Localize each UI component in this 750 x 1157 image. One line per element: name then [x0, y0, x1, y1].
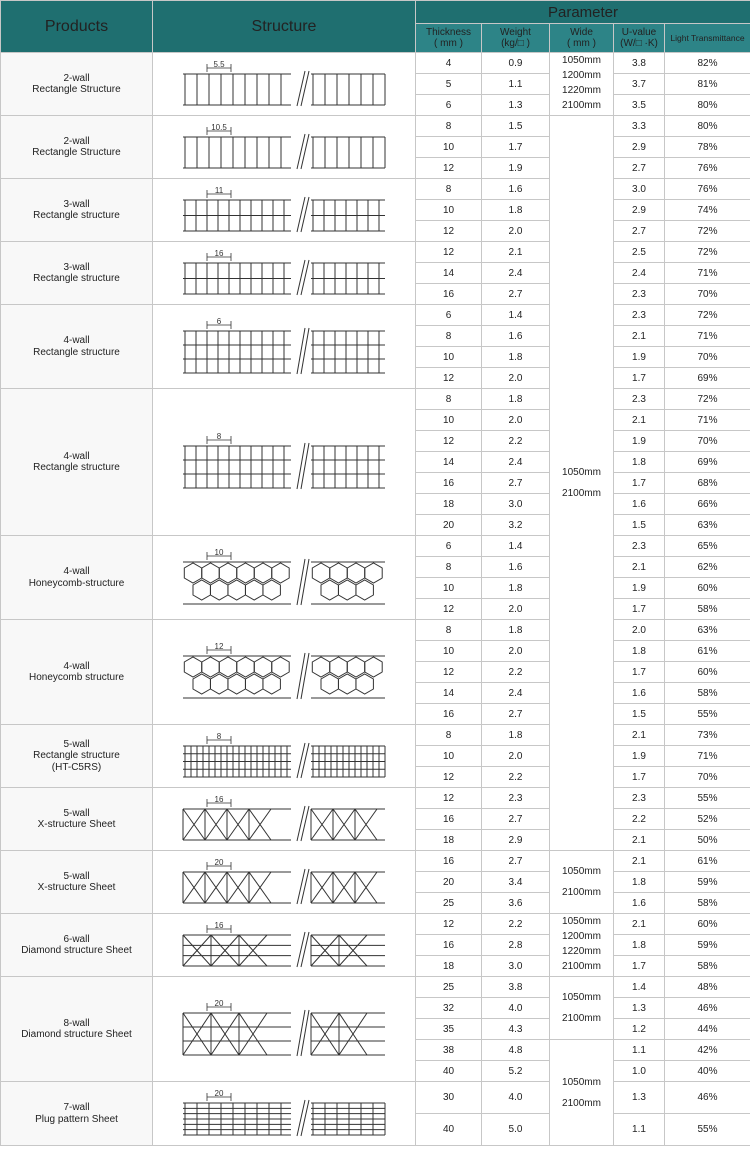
weight-value: 5.0 [482, 1114, 550, 1146]
light-transmittance-value: 71% [665, 746, 750, 767]
light-transmittance-value: 68% [665, 473, 750, 494]
structure-cell [153, 116, 416, 179]
light-transmittance-value: 71% [665, 410, 750, 431]
thickness-value: 38 [416, 1040, 482, 1061]
structure-diagram [179, 317, 389, 377]
light-transmittance-value: 60% [665, 662, 750, 683]
thickness-value: 10 [416, 137, 482, 158]
header-products: Products [1, 1, 153, 53]
weight-value: 0.9 [482, 53, 550, 74]
thickness-value: 20 [416, 872, 482, 893]
weight-value: 1.6 [482, 557, 550, 578]
u-value: 1.8 [614, 452, 665, 473]
product-name: 6-wall Diamond structure Sheet [1, 914, 153, 977]
weight-value: 2.4 [482, 683, 550, 704]
header-structure: Structure [153, 1, 416, 53]
structure-diagram [179, 548, 389, 608]
light-transmittance-value: 59% [665, 935, 750, 956]
thickness-value: 35 [416, 1019, 482, 1040]
table-row [1, 725, 750, 746]
weight-value: 2.2 [482, 767, 550, 788]
product-name: 4-wall Rectangle structure [1, 305, 153, 389]
u-value: 2.1 [614, 326, 665, 347]
u-value: 1.4 [614, 977, 665, 998]
light-transmittance-value: 58% [665, 956, 750, 977]
dimension-label: 20 [214, 999, 224, 1008]
u-value: 1.5 [614, 704, 665, 725]
table-row [1, 53, 750, 74]
thickness-value: 10 [416, 641, 482, 662]
weight-value: 3.0 [482, 494, 550, 515]
light-transmittance-value: 65% [665, 536, 750, 557]
light-transmittance-value: 72% [665, 305, 750, 326]
wide-value: 1050mm 2100mm [550, 116, 614, 851]
structure-cell [153, 1082, 416, 1146]
thickness-value: 8 [416, 620, 482, 641]
table-row [1, 389, 750, 410]
thickness-value: 12 [416, 788, 482, 809]
thickness-value: 12 [416, 221, 482, 242]
thickness-value: 8 [416, 116, 482, 137]
light-transmittance-value: 73% [665, 725, 750, 746]
table-row [1, 788, 750, 809]
weight-value: 2.9 [482, 830, 550, 851]
u-value: 2.3 [614, 389, 665, 410]
weight-value: 2.7 [482, 704, 550, 725]
u-value: 1.6 [614, 494, 665, 515]
thickness-value: 12 [416, 431, 482, 452]
light-transmittance-value: 80% [665, 116, 750, 137]
thickness-value: 16 [416, 704, 482, 725]
u-value: 2.3 [614, 305, 665, 326]
product-name: 5-wall X-structure Sheet [1, 851, 153, 914]
thickness-value: 14 [416, 683, 482, 704]
thickness-value: 8 [416, 557, 482, 578]
table-row [1, 914, 750, 935]
u-value: 2.1 [614, 725, 665, 746]
u-value: 1.2 [614, 1019, 665, 1040]
thickness-value: 10 [416, 578, 482, 599]
u-value: 1.7 [614, 599, 665, 620]
light-transmittance-value: 72% [665, 242, 750, 263]
light-transmittance-value: 40% [665, 1061, 750, 1082]
weight-value: 2.0 [482, 368, 550, 389]
structure-diagram [179, 921, 389, 970]
light-transmittance-value: 66% [665, 494, 750, 515]
light-transmittance-value: 60% [665, 914, 750, 935]
wide-value: 1050mm 1200mm 1220mm 2100mm [550, 914, 614, 977]
light-transmittance-value: 71% [665, 326, 750, 347]
weight-value: 2.0 [482, 641, 550, 662]
structure-cell [153, 851, 416, 914]
light-transmittance-value: 52% [665, 809, 750, 830]
header-uvalue: U-value (W/□ ·K) [614, 24, 665, 53]
weight-value: 4.0 [482, 1082, 550, 1114]
thickness-value: 8 [416, 725, 482, 746]
dimension-label: 5.5 [213, 59, 225, 69]
thickness-value: 14 [416, 263, 482, 284]
light-transmittance-value: 61% [665, 851, 750, 872]
product-name: 4-wall Rectangle structure [1, 389, 153, 536]
u-value: 1.7 [614, 956, 665, 977]
u-value: 1.8 [614, 872, 665, 893]
light-transmittance-value: 76% [665, 158, 750, 179]
weight-value: 1.9 [482, 158, 550, 179]
light-transmittance-value: 48% [665, 977, 750, 998]
u-value: 1.1 [614, 1114, 665, 1146]
wide-value: 1050mm 2100mm [550, 851, 614, 914]
product-name: 8-wall Diamond structure Sheet [1, 977, 153, 1082]
light-transmittance-value: 46% [665, 1082, 750, 1114]
table-row [1, 179, 750, 200]
structure-diagram [179, 795, 389, 844]
u-value: 3.3 [614, 116, 665, 137]
structure-diagram [179, 432, 389, 492]
thickness-value: 12 [416, 158, 482, 179]
weight-value: 2.2 [482, 914, 550, 935]
wide-value: 1050mm 2100mm [550, 977, 614, 1040]
u-value: 2.1 [614, 557, 665, 578]
weight-value: 3.0 [482, 956, 550, 977]
weight-value: 3.4 [482, 872, 550, 893]
u-value: 2.3 [614, 284, 665, 305]
light-transmittance-value: 71% [665, 263, 750, 284]
dimension-label: 11 [214, 185, 224, 195]
structure-diagram [179, 123, 389, 172]
header-wide: Wide ( mm ) [550, 24, 614, 53]
weight-value: 1.8 [482, 200, 550, 221]
light-transmittance-value: 63% [665, 515, 750, 536]
weight-value: 3.2 [482, 515, 550, 536]
thickness-value: 8 [416, 326, 482, 347]
light-transmittance-value: 80% [665, 95, 750, 116]
dimension-label: 16 [214, 920, 224, 930]
light-transmittance-value: 63% [665, 620, 750, 641]
u-value: 2.7 [614, 158, 665, 179]
table-row [1, 242, 750, 263]
structure-cell [153, 53, 416, 116]
weight-value: 4.3 [482, 1019, 550, 1040]
u-value: 1.9 [614, 746, 665, 767]
light-transmittance-value: 69% [665, 452, 750, 473]
header-parameter: Parameter [416, 1, 750, 24]
u-value: 2.5 [614, 242, 665, 263]
thickness-value: 18 [416, 830, 482, 851]
dimension-label: 16 [214, 794, 224, 804]
weight-value: 1.1 [482, 74, 550, 95]
header-weight: Weight (kg/□ ) [482, 24, 550, 53]
structure-diagram [179, 249, 389, 298]
light-transmittance-value: 55% [665, 704, 750, 725]
thickness-value: 8 [416, 389, 482, 410]
thickness-value: 12 [416, 662, 482, 683]
weight-value: 1.8 [482, 620, 550, 641]
u-value: 3.5 [614, 95, 665, 116]
weight-value: 1.8 [482, 347, 550, 368]
structure-cell [153, 179, 416, 242]
thickness-value: 18 [416, 494, 482, 515]
light-transmittance-value: 50% [665, 830, 750, 851]
structure-cell [153, 620, 416, 725]
u-value: 1.8 [614, 641, 665, 662]
u-value: 2.1 [614, 410, 665, 431]
dimension-label: 10 [214, 547, 224, 557]
dimension-label: 6 [216, 316, 222, 326]
structure-diagram [179, 642, 389, 702]
weight-value: 1.7 [482, 137, 550, 158]
thickness-value: 12 [416, 368, 482, 389]
light-transmittance-value: 74% [665, 200, 750, 221]
product-name: 7-wall Plug pattern Sheet [1, 1082, 153, 1146]
structure-diagram [179, 999, 389, 1059]
light-transmittance-value: 58% [665, 599, 750, 620]
weight-value: 3.6 [482, 893, 550, 914]
table-row [1, 536, 750, 557]
product-name: 4-wall Honeycomb-structure [1, 536, 153, 620]
weight-value: 2.8 [482, 935, 550, 956]
u-value: 2.4 [614, 263, 665, 284]
light-transmittance-value: 72% [665, 389, 750, 410]
light-transmittance-value: 62% [665, 557, 750, 578]
table-row [1, 305, 750, 326]
table-row [1, 116, 750, 137]
u-value: 1.9 [614, 431, 665, 452]
product-name: 5-wall Rectangle structure (HT-C5RS) [1, 725, 153, 788]
product-name: 2-wall Rectangle Structure [1, 53, 153, 116]
u-value: 1.7 [614, 662, 665, 683]
u-value: 3.0 [614, 179, 665, 200]
light-transmittance-value: 70% [665, 347, 750, 368]
table-row [1, 620, 750, 641]
u-value: 2.2 [614, 809, 665, 830]
u-value: 1.6 [614, 683, 665, 704]
light-transmittance-value: 55% [665, 1114, 750, 1146]
thickness-value: 10 [416, 347, 482, 368]
weight-value: 2.2 [482, 431, 550, 452]
weight-value: 2.4 [482, 452, 550, 473]
structure-cell [153, 725, 416, 788]
structure-cell [153, 536, 416, 620]
weight-value: 2.7 [482, 284, 550, 305]
dimension-label: 10.5 [211, 122, 227, 132]
structure-cell [153, 977, 416, 1082]
light-transmittance-value: 59% [665, 872, 750, 893]
thickness-value: 32 [416, 998, 482, 1019]
thickness-value: 16 [416, 809, 482, 830]
weight-value: 2.0 [482, 221, 550, 242]
u-value: 1.7 [614, 767, 665, 788]
light-transmittance-value: 76% [665, 179, 750, 200]
weight-value: 1.8 [482, 389, 550, 410]
thickness-value: 30 [416, 1082, 482, 1114]
u-value: 2.9 [614, 200, 665, 221]
light-transmittance-value: 58% [665, 893, 750, 914]
table-row [1, 851, 750, 872]
light-transmittance-value: 46% [665, 998, 750, 1019]
product-name: 4-wall Honeycomb structure [1, 620, 153, 725]
u-value: 1.9 [614, 578, 665, 599]
thickness-value: 4 [416, 53, 482, 74]
thickness-value: 40 [416, 1061, 482, 1082]
light-transmittance-value: 44% [665, 1019, 750, 1040]
dimension-label: 16 [214, 248, 224, 258]
thickness-value: 25 [416, 893, 482, 914]
thickness-value: 6 [416, 95, 482, 116]
weight-value: 4.8 [482, 1040, 550, 1061]
weight-value: 3.8 [482, 977, 550, 998]
u-value: 1.0 [614, 1061, 665, 1082]
thickness-value: 12 [416, 767, 482, 788]
weight-value: 2.7 [482, 473, 550, 494]
light-transmittance-value: 72% [665, 221, 750, 242]
u-value: 1.1 [614, 1040, 665, 1061]
thickness-value: 10 [416, 746, 482, 767]
u-value: 1.8 [614, 935, 665, 956]
dimension-label: 20 [214, 1088, 224, 1098]
table-row [1, 977, 750, 998]
structure-cell [153, 914, 416, 977]
thickness-value: 40 [416, 1114, 482, 1146]
thickness-value: 5 [416, 74, 482, 95]
weight-value: 5.2 [482, 1061, 550, 1082]
light-transmittance-value: 81% [665, 74, 750, 95]
thickness-value: 6 [416, 536, 482, 557]
header-light-transmittance: Light Transmittance [665, 24, 750, 53]
header-thickness: Thickness ( mm ) [416, 24, 482, 53]
structure-diagram [179, 732, 389, 781]
thickness-value: 18 [416, 956, 482, 977]
light-transmittance-value: 78% [665, 137, 750, 158]
weight-value: 2.7 [482, 851, 550, 872]
thickness-value: 12 [416, 242, 482, 263]
product-name: 2-wall Rectangle Structure [1, 116, 153, 179]
u-value: 1.5 [614, 515, 665, 536]
wide-value: 1050mm 2100mm [550, 1040, 614, 1146]
weight-value: 2.1 [482, 242, 550, 263]
structure-diagram [179, 60, 389, 109]
weight-value: 2.0 [482, 410, 550, 431]
structure-diagram [179, 186, 389, 235]
weight-value: 1.3 [482, 95, 550, 116]
weight-value: 2.3 [482, 788, 550, 809]
weight-value: 1.8 [482, 725, 550, 746]
thickness-value: 16 [416, 473, 482, 494]
u-value: 1.6 [614, 893, 665, 914]
structure-cell [153, 788, 416, 851]
u-value: 3.8 [614, 53, 665, 74]
weight-value: 2.4 [482, 263, 550, 284]
u-value: 1.7 [614, 473, 665, 494]
thickness-value: 16 [416, 851, 482, 872]
u-value: 2.1 [614, 851, 665, 872]
u-value: 2.9 [614, 137, 665, 158]
light-transmittance-value: 69% [665, 368, 750, 389]
structure-diagram [179, 1089, 389, 1139]
weight-value: 1.6 [482, 179, 550, 200]
structure-cell [153, 389, 416, 536]
product-name: 3-wall Rectangle structure [1, 179, 153, 242]
u-value: 2.3 [614, 788, 665, 809]
thickness-value: 10 [416, 410, 482, 431]
dimension-label: 12 [214, 642, 224, 651]
wide-value: 1050mm 1200mm 1220mm 2100mm [550, 53, 614, 116]
u-value: 2.0 [614, 620, 665, 641]
weight-value: 1.6 [482, 326, 550, 347]
product-name: 5-wall X-structure Sheet [1, 788, 153, 851]
weight-value: 2.0 [482, 599, 550, 620]
weight-value: 1.5 [482, 116, 550, 137]
structure-cell [153, 305, 416, 389]
light-transmittance-value: 70% [665, 284, 750, 305]
light-transmittance-value: 70% [665, 431, 750, 452]
thickness-value: 16 [416, 935, 482, 956]
light-transmittance-value: 42% [665, 1040, 750, 1061]
thickness-value: 6 [416, 305, 482, 326]
thickness-value: 14 [416, 452, 482, 473]
u-value: 1.3 [614, 1082, 665, 1114]
light-transmittance-value: 82% [665, 53, 750, 74]
light-transmittance-value: 55% [665, 788, 750, 809]
light-transmittance-value: 61% [665, 641, 750, 662]
thickness-value: 25 [416, 977, 482, 998]
thickness-value: 12 [416, 599, 482, 620]
weight-value: 2.2 [482, 662, 550, 683]
u-value: 1.9 [614, 347, 665, 368]
thickness-value: 10 [416, 200, 482, 221]
product-name: 3-wall Rectangle structure [1, 242, 153, 305]
weight-value: 2.7 [482, 809, 550, 830]
u-value: 3.7 [614, 74, 665, 95]
dimension-label: 20 [214, 857, 224, 867]
dimension-label: 8 [216, 731, 222, 741]
dimension-label: 8 [216, 432, 222, 441]
u-value: 1.3 [614, 998, 665, 1019]
u-value: 2.1 [614, 830, 665, 851]
weight-value: 1.4 [482, 305, 550, 326]
structure-diagram [179, 858, 389, 907]
weight-value: 1.8 [482, 578, 550, 599]
weight-value: 4.0 [482, 998, 550, 1019]
weight-value: 1.4 [482, 536, 550, 557]
thickness-value: 12 [416, 914, 482, 935]
thickness-value: 20 [416, 515, 482, 536]
thickness-value: 8 [416, 179, 482, 200]
u-value: 2.3 [614, 536, 665, 557]
table-row [1, 1082, 750, 1114]
structure-cell [153, 242, 416, 305]
u-value: 2.1 [614, 914, 665, 935]
u-value: 2.7 [614, 221, 665, 242]
light-transmittance-value: 60% [665, 578, 750, 599]
thickness-value: 16 [416, 284, 482, 305]
u-value: 1.7 [614, 368, 665, 389]
light-transmittance-value: 58% [665, 683, 750, 704]
light-transmittance-value: 70% [665, 767, 750, 788]
weight-value: 2.0 [482, 746, 550, 767]
